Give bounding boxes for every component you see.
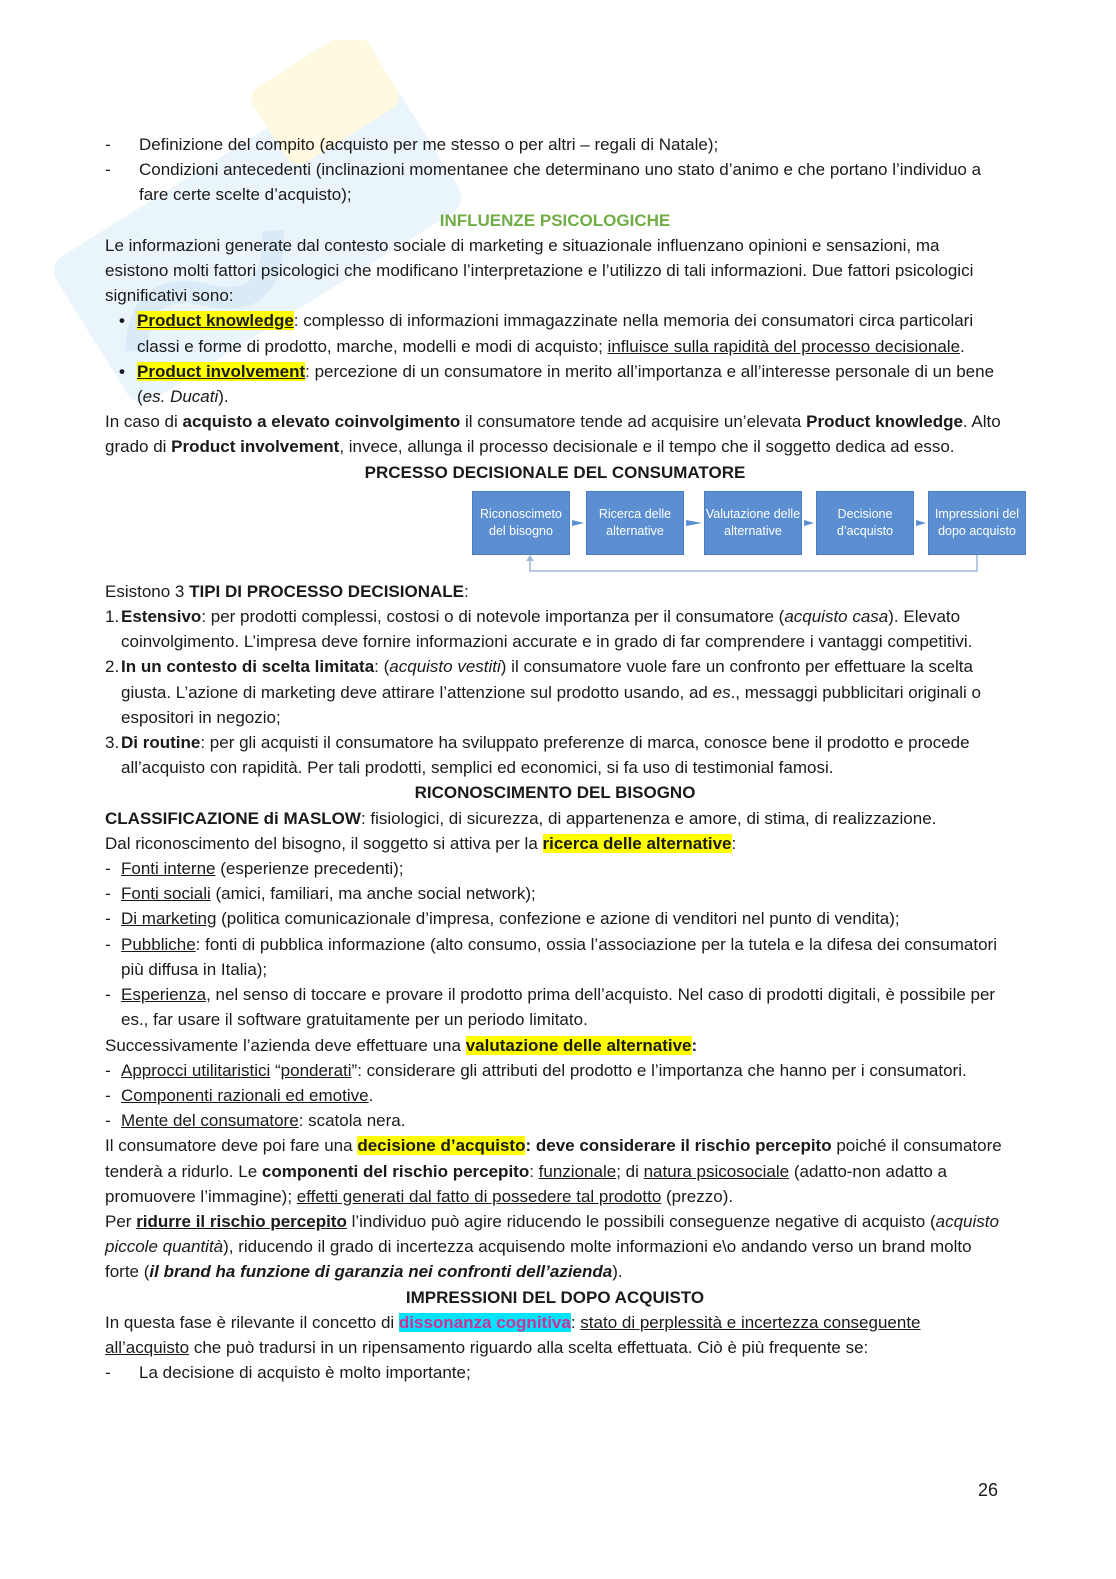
impressioni-paragraph [105,1310,1005,1360]
fonte-term: Fonti sociali [121,884,211,904]
pk-text: : complesso di informazioni immagazzinate nella memoria dei consumatori circa particolari classi e forme di prodotto, marche, modelli e modi di acquisto; [137,311,974,356]
para-e: . Alto grado di [105,412,1001,457]
item-text: : per prodotti complessi, costosi o di notevole importanza per il consumatore ( [201,607,785,627]
ricerca-b: : [731,833,737,853]
maslow-line [105,806,1005,831]
dec-f: : [529,1161,539,1181]
dec-b: : deve considerare il [525,1136,695,1156]
imp-underlined: stato di perplessità e incertezza conseguente all’acquisto [105,1312,921,1357]
fonte-item [105,856,1005,881]
page-number: 26 [978,1480,999,1500]
type-item-1 [105,604,1005,654]
dec-u1: funzionale [538,1161,617,1181]
item-text: ) il consumatore vuole fare un confronto per effettuare la scelta giusta. L’azione di marketing deve attirare l’attenzione sul prodotto usando, ad [121,657,973,702]
fonte-term: Esperienza [121,985,207,1005]
diagram-step-3: Valutazione delle alternative [704,491,802,555]
componenti-text: . [368,1085,374,1105]
para-f: Product involvement [171,437,340,457]
dec-i: (prezzo). [661,1186,734,1206]
valut-highlight: valutazione delle alternative [465,1035,692,1055]
item-number: 2. [105,657,120,677]
fonte-item [105,982,1005,1032]
dec-g: ; di [616,1161,644,1181]
influenze-intro: Le informazioni generate dal contesto sociale di marketing e situazionale influenzano opinioni e sensazioni, ma esistono molti fattori psicologici che modificano l’interpretazione e l’utilizzo di tali informazioni. Due fattori psicologici significativi sono: [105,235,974,306]
process-diagram [105,487,1020,579]
componenti-item [105,1083,1005,1108]
approcci-term: Approcci utilitaristici [121,1060,271,1080]
section-title-riconoscimento: RICONOSCIMENTO DEL BISOGNO [414,783,696,803]
fonte-text: (amici, familiari, ma anche social network); [210,884,536,904]
componenti-term: Componenti razionali ed emotive [121,1085,369,1105]
item-italic: acquisto casa [784,607,889,627]
diagram-step-5: Impressioni del dopo acquisto [928,491,1026,555]
pk-underlined: influisce sulla rapidità del processo decisionale [607,336,961,356]
item-text: : ( [374,657,390,677]
valutazione-line [105,1033,1005,1058]
ricerca-a: Dal riconoscimento del bisogno, il soggetto si attiva per la [105,833,543,853]
pi-end: ). [218,387,229,407]
dec-h: (adatto-non adatto a promuovere l’immagine); [105,1161,947,1206]
fonte-term: Di marketing [121,909,217,929]
type-item-2 [105,654,1005,730]
mente-text: : scatola nera. [298,1111,406,1131]
term-product-knowledge: Product knowledge [137,311,294,331]
approcci-term2: ponderati [280,1060,352,1080]
rid-underlined: ridurre il rischio percepito [136,1211,347,1231]
dec-d: poiché il consumatore tenderà a ridurlo. Le [105,1136,1002,1181]
types-c: : [463,581,469,601]
para-b: acquisto a elevato coinvolgimento [182,412,461,432]
list-item: - Definizione del compito (acquisto per me stesso o per altri – regali di Natale); [105,132,1005,157]
item-term: Estensivo [121,607,202,627]
ridurre-paragraph [105,1209,1005,1285]
imp-b: : [570,1312,581,1332]
item-italic: acquisto vestiti [389,657,501,677]
rid-b: l’individuo può agire riducendo le possibili conseguenze negative di acquisto ( [346,1211,936,1231]
pk-end: . [960,336,965,356]
section-title-impressioni: IMPRESSIONI DEL DOPO ACQUISTO [405,1287,705,1307]
mente-term: Mente del consumatore [121,1111,299,1131]
term-product-involvement: Product involvement [137,361,306,381]
rid-d: ). [612,1262,623,1282]
item-number: 3. [105,733,120,753]
bullet-product-knowledge [105,308,1005,358]
rid-a: Per [105,1211,137,1231]
item-number: 1. [105,607,120,627]
fonte-term: Pubbliche [121,934,196,954]
diagram-step-1: Riconoscimeto del bisogno [472,491,570,555]
para-a: In caso di [105,412,183,432]
imp-highlight: dissonanza cognitiva [398,1312,571,1332]
rid-italic: acquisto piccole quantità [105,1211,999,1257]
approcci-item [105,1058,1005,1083]
section-title-processo: PRCESSO DECISIONALE DEL CONSUMATORE [364,462,746,482]
rid-bold-italic: il brand ha funzione di garanzia nei confronti dell’azienda [149,1262,613,1282]
types-b: TIPI DI PROCESSO DECISIONALE [189,581,464,601]
list-item: - Condizioni antecedenti (inclinazioni momentanee che determinano uno stato d’animo e che portano l’individuo a fare certe scelte d’acquisto); [105,157,1005,207]
rid-c: ), riducendo il grado di incertezza acquisendo molte informazioni e\o andando verso un brand molto forte ( [105,1237,972,1282]
approcci-text: ”: considerare gli attributi del prodotto e l’importanza che hanno per i consumatori. [351,1060,967,1080]
pi-text: : percezione di un consumatore in merito all’importanza e all’interesse personale di un bene ( [137,361,995,407]
dec-a: Il consumatore deve poi fare una [105,1136,358,1156]
fonte-text: , nel senso di toccare e provare il prodotto prima dell’acquisto. Nel caso di prodotti digitali, è possibile per es., far usare il software gratuitamente per un periodo limitato. [121,985,996,1030]
diagram-step-2: Ricerca delle alternative [586,491,684,555]
item-term: In un contesto di scelta limitata [121,657,375,677]
imp-a: In questa fase è rilevante il concetto di [105,1312,399,1332]
maslow-text: : fisiologici, di sicurezza, di appartenenza e amore, di stima, di realizzazione. [360,808,937,828]
types-intro [105,579,1005,604]
ricerca-highlight: ricerca delle alternative [542,833,732,853]
list-item: - La decisione di acquisto è molto importante; [105,1360,1005,1385]
page-content [105,132,1020,1385]
para-g: , invece, allunga il processo decisionale e il tempo che il soggetto dedica ad esso. [339,437,955,457]
ricerca-line [105,831,1005,856]
fonte-text: (esperienze precedenti); [215,859,404,879]
item-text: ). Elevato coinvolgimento. L’impresa deve fornire informazioni accurate e in grado di far comprendere i vantaggi competitivi. [121,607,973,652]
valut-a: Successivamente l’azienda deve effettuare una [105,1035,466,1055]
dec-u3: effetti generati dal fatto di possedere tal prodotto [296,1186,662,1206]
types-a: Esistono 3 [105,581,190,601]
item-term: Di routine [121,733,201,753]
para-c: il consumatore tende ad acquisire un’elevata [460,412,807,432]
diagram-arrows [472,487,1032,579]
fonte-item [105,932,1005,982]
decisione-paragraph [105,1133,1005,1209]
fonte-item [105,881,1005,906]
mente-item [105,1108,1005,1133]
involvement-paragraph [105,409,1005,459]
dec-u2: natura psicosociale [643,1161,790,1181]
para-d: Product knowledge [806,412,963,432]
diagram-step-4: Decisione d’acquisto [816,491,914,555]
type-item-3 [105,730,1005,780]
fonte-text: (politica comunicazionale d’impresa, confezione e azione di venditori nel punto di vendita); [216,909,900,929]
item-text: : per gli acquisti il consumatore ha sviluppato preferenze di marca, conosce bene il prodotto e procede all’acquisto con rapidità. Per tali prodotti, semplici ed economici, si fa uso di testimonial famosi. [121,733,970,778]
dec-e: componenti del rischio percepito [261,1161,530,1181]
fonte-text: : fonti di pubblica informazione (alto consumo, ossia l’associazione per la tutela e la difesa dei consumatori più diffusa in Italia); [121,934,997,979]
pi-example: es. Ducati [142,387,219,407]
fonte-term: Fonti interne [121,859,216,879]
maslow-term: CLASSIFICAZIONE di MASLOW [105,808,361,828]
valut-b: : [691,1035,698,1055]
fonte-item [105,906,1005,931]
section-title-influenze: INFLUENZE PSICOLOGICHE [439,210,671,230]
item-text: ., messaggi pubblicitari originali o espositori in negozio; [121,682,981,727]
item-italic: es [712,682,731,702]
bullet-product-involvement [105,359,1005,409]
dec-c: rischio percepito [694,1136,832,1156]
dec-highlight: decisione d’acquisto [357,1136,526,1156]
imp-c: che può tradursi in un ripensamento riguardo alla scelta effettuata. Ciò è più frequente se: [189,1337,869,1357]
approcci-quote: “ [270,1060,281,1080]
